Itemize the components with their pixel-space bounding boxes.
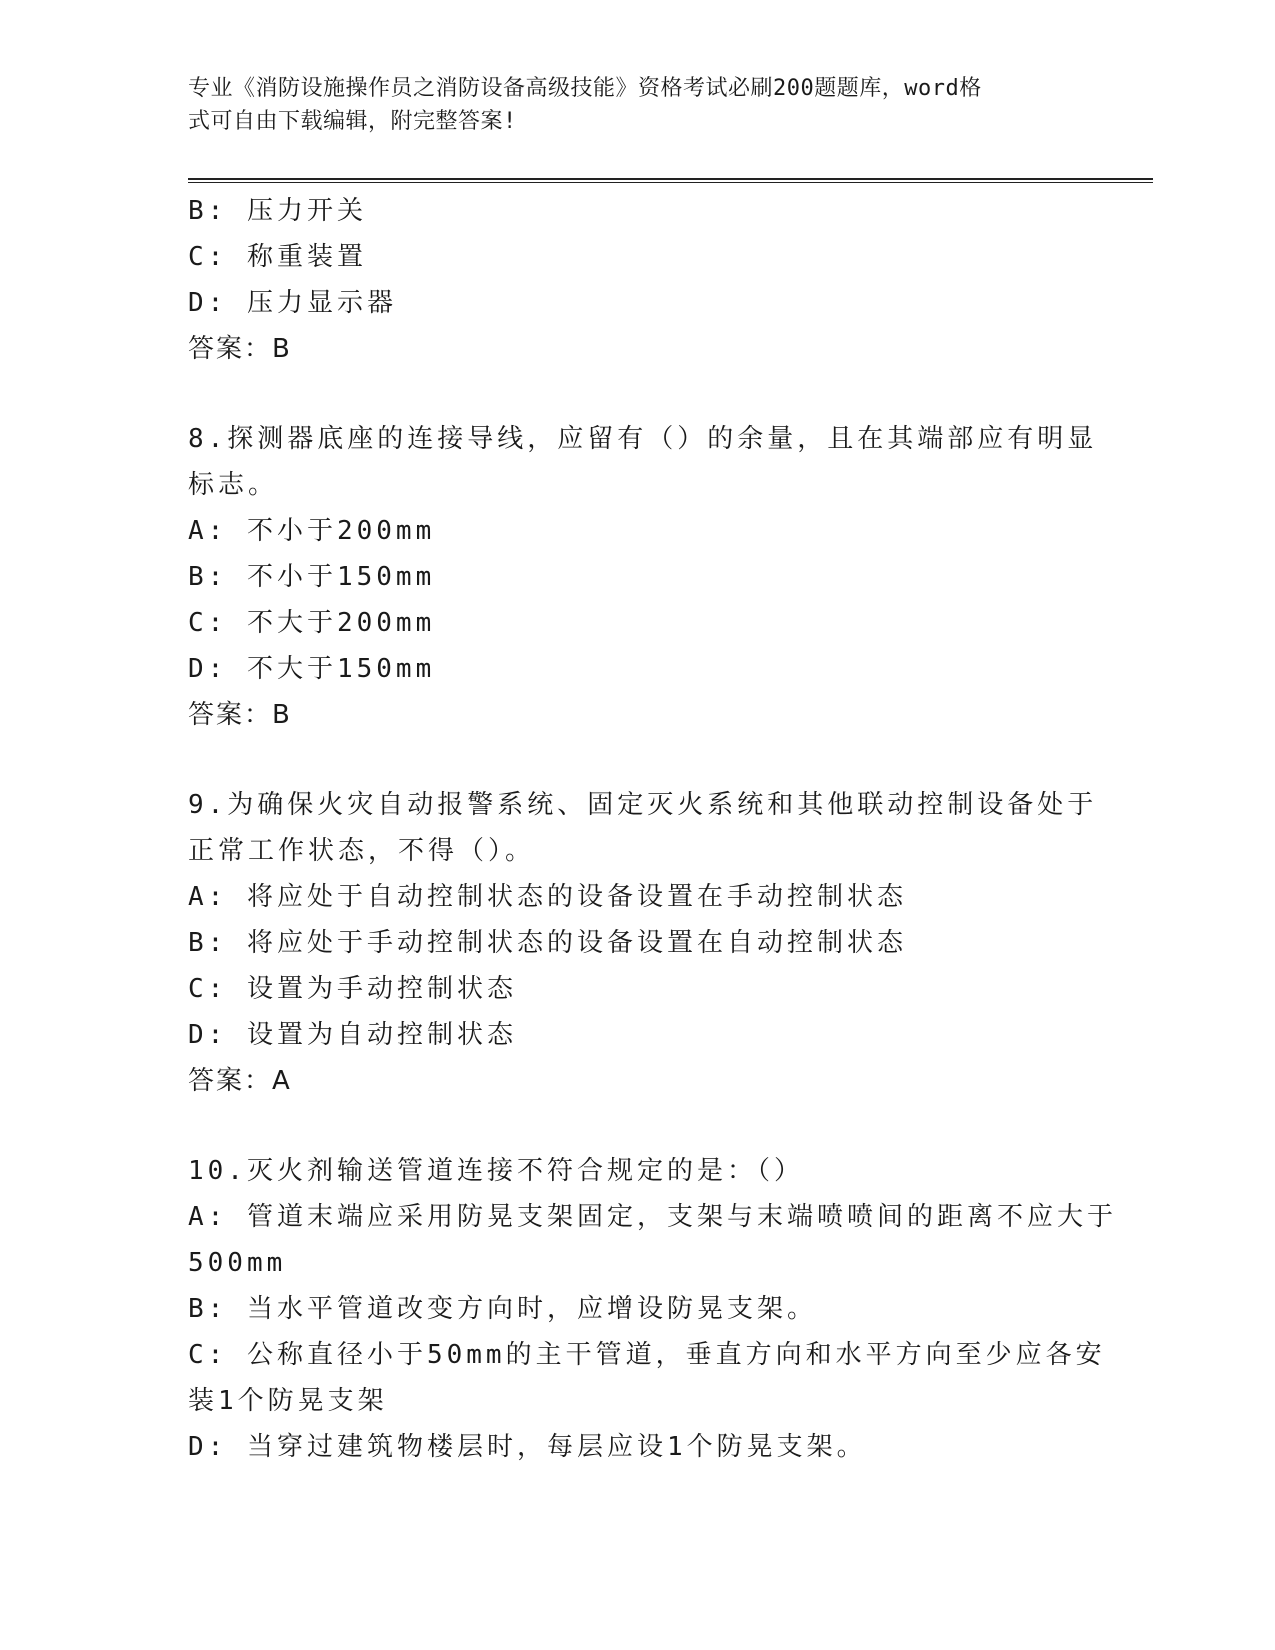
q10-question: 10.灭火剂输送管道连接不符合规定的是：（）: [188, 1156, 804, 1186]
q9-option-c: C: 设置为手动控制状态: [188, 974, 517, 1004]
header-divider: [188, 178, 1153, 183]
question-9: [188, 782, 1098, 1104]
question-list: [188, 188, 1117, 1470]
q7-option-d: D: 压力显示器: [188, 288, 397, 318]
q10-option-a-line-1: A: 管道末端应采用防晃支架固定，支架与末端喷喷间的距离不应大于: [188, 1202, 1117, 1232]
q8-option-a: A: 不小于200mm: [188, 516, 436, 546]
q7-answer: 答案：B: [188, 334, 292, 364]
page-header: [188, 72, 1068, 138]
q10-option-a-line-2: 500mm: [188, 1248, 287, 1278]
question-7: [188, 188, 1088, 372]
q9-question-line-1: 9.为确保火灾自动报警系统、固定灭火系统和其他联动控制设备处于: [188, 790, 1098, 820]
header-line-1: 专业《消防设施操作员之消防设备高级技能》资格考试必刷200题题库，word格: [188, 76, 982, 101]
q9-option-d: D: 设置为自动控制状态: [188, 1020, 517, 1050]
q8-question-line-2: 标志。: [188, 470, 279, 500]
q10-option-d: D: 当穿过建筑物楼层时，每层应设1个防晃支架。: [188, 1432, 867, 1462]
question-10: [188, 1148, 1117, 1470]
q8-question-line-1: 8.探测器底座的连接导线，应留有（）的余量，且在其端部应有明显: [188, 424, 1098, 454]
question-8: [188, 416, 1098, 738]
q9-option-a: A: 将应处于自动控制状态的设备设置在手动控制状态: [188, 882, 907, 912]
q9-question-line-2: 正常工作状态，不得（）。: [188, 836, 536, 866]
q7-option-b: B: 压力开关: [188, 196, 367, 226]
header-line-2: 式可自由下载编辑，附完整答案!: [188, 109, 517, 134]
q8-option-c: C: 不大于200mm: [188, 608, 436, 638]
q7-option-c: C: 称重装置: [188, 242, 367, 272]
q8-option-b: B: 不小于150mm: [188, 562, 436, 592]
q8-option-d: D: 不大于150mm: [188, 654, 436, 684]
q9-answer: 答案：A: [188, 1066, 292, 1096]
q10-option-b: B: 当水平管道改变方向时，应增设防晃支架。: [188, 1294, 817, 1324]
q10-option-c-line-1: C: 公称直径小于50mm的主干管道，垂直方向和水平方向至少应各安: [188, 1340, 1106, 1370]
q9-option-b: B: 将应处于手动控制状态的设备设置在自动控制状态: [188, 928, 907, 958]
q10-option-c-line-2: 装1个防晃支架: [188, 1386, 388, 1416]
q8-answer: 答案：B: [188, 700, 292, 730]
